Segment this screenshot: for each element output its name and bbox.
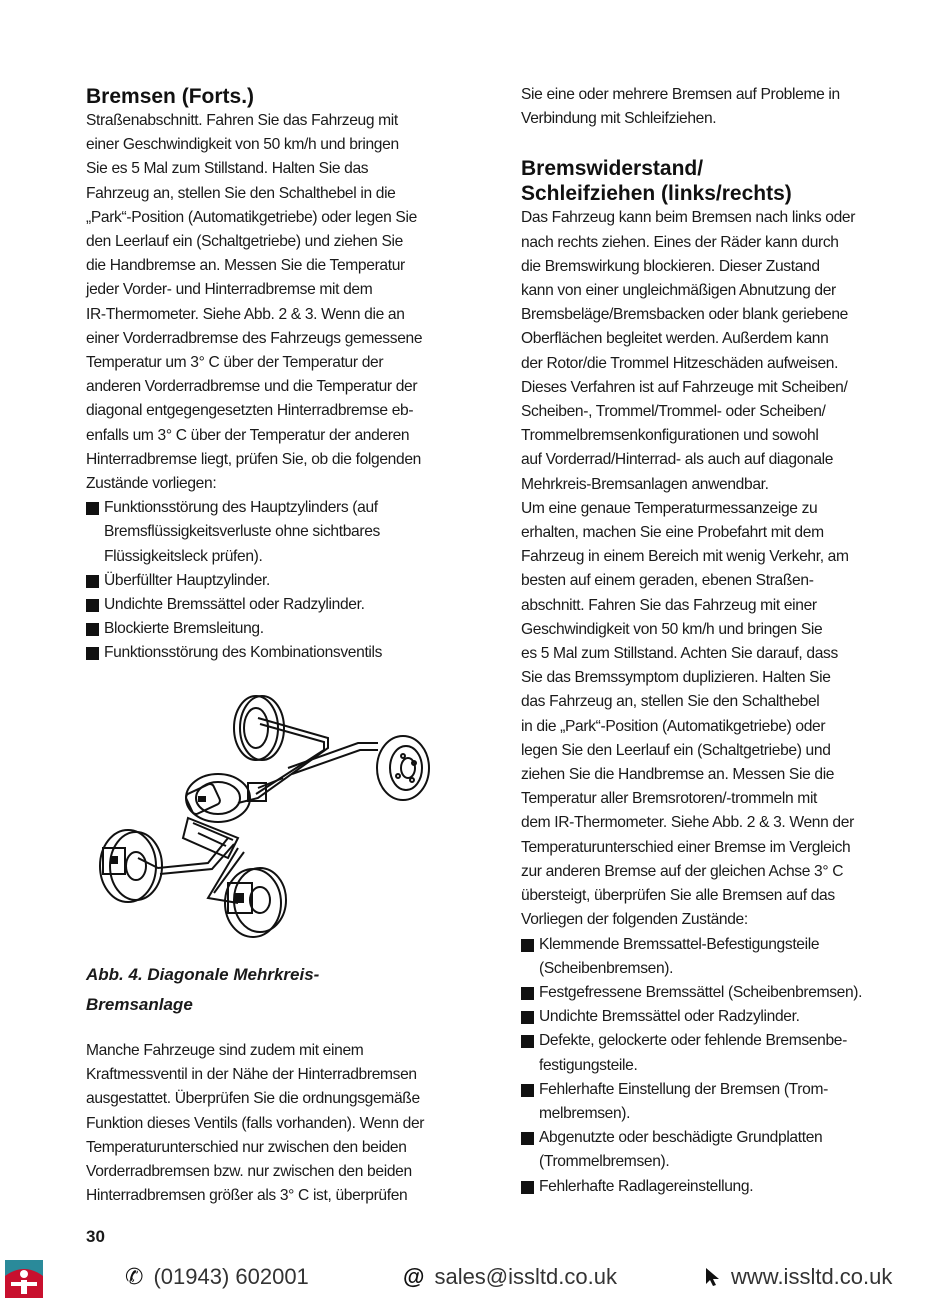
text-line: Bremsbeläge/Bremsbacken oder blank geriebene xyxy=(521,306,849,324)
section-heading-brakes: Bremsen (Forts.) xyxy=(86,85,255,108)
text-line: Vorliegen der folgenden Zustände: xyxy=(521,911,748,929)
text-line: einer Geschwindigkeit von 50 km/h und bringen xyxy=(86,136,399,154)
bullet-item xyxy=(521,1005,881,1029)
square-bullet-icon xyxy=(521,1035,534,1048)
bullet-item xyxy=(86,617,441,641)
square-bullet-icon xyxy=(521,1011,534,1024)
bullet-text-line: Funktionsstörung des Kombinationsventils xyxy=(104,644,383,662)
text-line: Fahrzeug an, stellen Sie den Schalthebel in die xyxy=(86,184,396,202)
text-line: Zustände vorliegen: xyxy=(86,475,217,493)
right-bullet-list xyxy=(521,933,881,1199)
text-line: in die „Park“-Position (Automatikgetriebe) oder xyxy=(521,717,826,735)
text-line: Mehrkreis-Bremsanlagen anwendbar. xyxy=(521,475,769,493)
text-line: Temperaturunterschied nur zwischen den beiden xyxy=(86,1138,407,1156)
bullet-text-line: Funktionsstörung des Hauptzylinders (auf xyxy=(104,499,378,517)
footer-email[interactable] xyxy=(403,1264,617,1290)
square-bullet-icon xyxy=(521,987,534,1000)
text-line: abschnitt. Fahren Sie das Fahrzeug mit einer xyxy=(521,596,817,614)
page-number: 30 xyxy=(86,1227,105,1246)
text-line: Sie eine oder mehrere Bremsen auf Probleme in xyxy=(521,86,840,103)
text-line: Vorderradbremsen bzw. nur zwischen den beiden xyxy=(86,1163,412,1181)
bullet-text-line: festigungsteile. xyxy=(539,1056,638,1074)
phone-icon: ✆ xyxy=(125,1264,144,1289)
text-line: die Handbremse an. Messen Sie die Temperatur xyxy=(86,257,405,275)
text-line: ziehen Sie die Handbremse an. Messen Sie die xyxy=(521,766,835,784)
bullet-text-line: Undichte Bremssättel oder Radzylinder. xyxy=(539,1008,800,1026)
text-line: Um eine genaue Temperaturmessanzeige zu xyxy=(521,499,818,517)
square-bullet-icon xyxy=(521,1181,534,1194)
bullet-text-line: Bremsflüssigkeitsverluste ohne sichtbares xyxy=(104,523,380,541)
text-line: Manche Fahrzeuge sind zudem mit einem xyxy=(86,1042,364,1059)
text-line: Verbindung mit Schleifziehen. xyxy=(521,110,717,128)
footer-phone[interactable] xyxy=(125,1264,309,1290)
bullet-text-line: Defekte, gelockerte oder fehlende Bremsenbe- xyxy=(539,1032,847,1050)
bullet-item xyxy=(86,569,441,593)
square-bullet-icon xyxy=(86,502,99,515)
heading-line: Bremswiderstand/ xyxy=(521,157,704,181)
square-bullet-icon xyxy=(86,647,99,660)
bullet-item xyxy=(86,496,441,569)
text-line: Oberflächen begleitet werden. Außerdem kann xyxy=(521,330,829,348)
phone-number: (01943) 602001 xyxy=(153,1264,309,1289)
caption-line: Abb. 4. Diagonale Mehrkreis- xyxy=(86,965,320,984)
left-bullet-list xyxy=(86,496,441,665)
text-line: Hinterradbremsen größer als 3° C ist, überprüfen xyxy=(86,1187,408,1205)
text-line: Kraftmessventil in der Nähe der Hinterradbremsen xyxy=(86,1066,417,1084)
figure-caption xyxy=(86,960,441,1020)
bullet-text-line: Abgenutzte oder beschädigte Grundplatten xyxy=(539,1129,823,1147)
text-line: Sie das Bremssymptom duplizieren. Halten Sie xyxy=(521,669,831,687)
right-intro-paragraph xyxy=(521,83,881,131)
text-line: erhalten, machen Sie eine Probefahrt mit dem xyxy=(521,524,824,542)
text-line: Das Fahrzeug kann beim Bremsen nach links oder xyxy=(521,209,856,227)
text-line: Trommelbremsenkonfigurationen und sowohl xyxy=(521,427,819,445)
square-bullet-icon xyxy=(521,1132,534,1145)
text-line: auf Vorderrad/Hinterrad- als auch auf diagonale xyxy=(521,451,834,469)
text-line: Dieses Verfahren ist auf Fahrzeuge mit Scheiben/ xyxy=(521,378,848,396)
square-bullet-icon xyxy=(86,575,99,588)
heading-line: Schleifziehen (links/rechts) xyxy=(521,182,792,206)
bullet-text-line: Undichte Bremssättel oder Radzylinder. xyxy=(104,596,365,614)
cursor-icon xyxy=(705,1267,721,1287)
bullet-text-line: Fehlerhafte Radlagereinstellung. xyxy=(539,1177,754,1195)
bullet-text-line: melbremsen). xyxy=(539,1104,631,1122)
text-line: Sie es 5 Mal zum Stillstand. Halten Sie das xyxy=(86,160,369,178)
company-logo xyxy=(5,1260,43,1298)
website-url: www.issltd.co.uk xyxy=(731,1264,893,1289)
diagonal-brake-system-illustration xyxy=(88,688,438,938)
text-line: es 5 Mal zum Stillstand. Achten Sie darauf, dass xyxy=(521,645,838,663)
text-line: „Park“-Position (Automatikgetriebe) oder legen Sie xyxy=(86,208,417,226)
text-line: enfalls um 3° C über der Temperatur der anderen xyxy=(86,426,410,444)
bullet-text-line: (Trommelbremsen). xyxy=(539,1153,670,1171)
text-line: den Leerlauf ein (Schaltgetriebe) und ziehen Sie xyxy=(86,233,403,251)
text-line: Geschwindigkeit von 50 km/h und bringen Sie xyxy=(521,620,823,638)
text-line: die Bremswirkung blockieren. Dieser Zustand xyxy=(521,257,820,275)
text-line: Temperatur aller Bremsrotoren/-trommeln mit xyxy=(521,790,818,808)
footer xyxy=(0,1252,950,1302)
bullet-item xyxy=(86,641,441,665)
text-line: Straßenabschnitt. Fahren Sie das Fahrzeug mit xyxy=(86,112,398,129)
text-line: dem IR-Thermometer. Siehe Abb. 2 & 3. Wenn der xyxy=(521,814,854,832)
text-line: besten auf einem geraden, ebenen Straßen- xyxy=(521,572,814,590)
caption-line: Bremsanlage xyxy=(86,995,193,1014)
bullet-text-line: (Scheibenbremsen). xyxy=(539,959,674,977)
text-line: das Fahrzeug an, stellen Sie den Schalthebel xyxy=(521,693,820,711)
bullet-item xyxy=(521,933,881,981)
left-column xyxy=(86,84,441,666)
text-line: Hinterradbremse liegt, prüfen Sie, ob die folgenden xyxy=(86,450,421,468)
text-line: Fahrzeug in einem Bereich mit wenig Verkehr, am xyxy=(521,548,849,566)
text-line: legen Sie den Leerlauf ein (Schaltgetriebe) und xyxy=(521,741,831,759)
bullet-item xyxy=(521,1175,881,1199)
bullet-text-line: Flüssigkeitsleck prüfen). xyxy=(104,547,263,565)
text-line: IR-Thermometer. Siehe Abb. 2 & 3. Wenn die an xyxy=(86,305,405,323)
email-address: sales@issltd.co.uk xyxy=(434,1264,617,1289)
footer-website[interactable] xyxy=(705,1264,892,1290)
text-line: nach rechts ziehen. Eines der Räder kann durch xyxy=(521,233,839,251)
bullet-item xyxy=(86,593,441,617)
text-line: einer Vorderradbremse des Fahrzeugs gemessene xyxy=(86,329,423,347)
text-line: übersteigt, überprüfen Sie alle Bremsen auf das xyxy=(521,887,835,905)
bullet-text-line: Klemmende Bremssattel-Befestigungsteile xyxy=(539,935,820,953)
bullet-text-line: Fehlerhafte Einstellung der Bremsen (Trom- xyxy=(539,1080,828,1098)
bullet-text-line: Überfüllter Hauptzylinder. xyxy=(104,571,270,589)
text-line: jeder Vorder- und Hinterradbremse mit dem xyxy=(86,281,373,299)
bullet-text-line: Festgefressene Bremssättel (Scheibenbremsen). xyxy=(539,983,863,1001)
left-paragraph-2 xyxy=(86,1039,441,1208)
bullet-item xyxy=(521,981,881,1005)
square-bullet-icon xyxy=(521,1084,534,1097)
text-line: der Rotor/die Trommel Hitzeschäden aufweisen. xyxy=(521,354,839,372)
at-icon: @ xyxy=(403,1264,425,1289)
text-line: kann von einer ungleichmäßigen Abnutzung der xyxy=(521,282,836,300)
bullet-item xyxy=(521,1078,881,1126)
right-column xyxy=(521,83,881,1199)
bullet-item xyxy=(521,1029,881,1077)
left-paragraph-1 xyxy=(86,109,441,496)
right-paragraph-1 xyxy=(521,206,881,932)
text-line: ausgestattet. Überprüfen Sie die ordnungsgemäße xyxy=(86,1090,420,1108)
square-bullet-icon xyxy=(521,939,534,952)
text-line: Temperatur um 3° C über der Temperatur der xyxy=(86,354,384,372)
text-line: Funktion dieses Ventils (falls vorhanden). Wenn der xyxy=(86,1114,425,1132)
text-line: anderen Vorderradbremse und die Temperatur der xyxy=(86,378,418,396)
square-bullet-icon xyxy=(86,599,99,612)
text-line: Temperaturunterschied einer Bremse im Vergleich xyxy=(521,838,851,856)
text-line: diagonal entgegengesetzten Hinterradbremse eb- xyxy=(86,402,414,420)
section-heading-brake-drag xyxy=(521,156,881,206)
square-bullet-icon xyxy=(86,623,99,636)
text-line: zur anderen Bremse auf der gleichen Achse 3° C xyxy=(521,862,844,880)
bullet-text-line: Blockierte Bremsleitung. xyxy=(104,620,264,638)
text-line: Scheiben-, Trommel/Trommel- oder Scheiben/ xyxy=(521,403,826,421)
bullet-item xyxy=(521,1126,881,1174)
